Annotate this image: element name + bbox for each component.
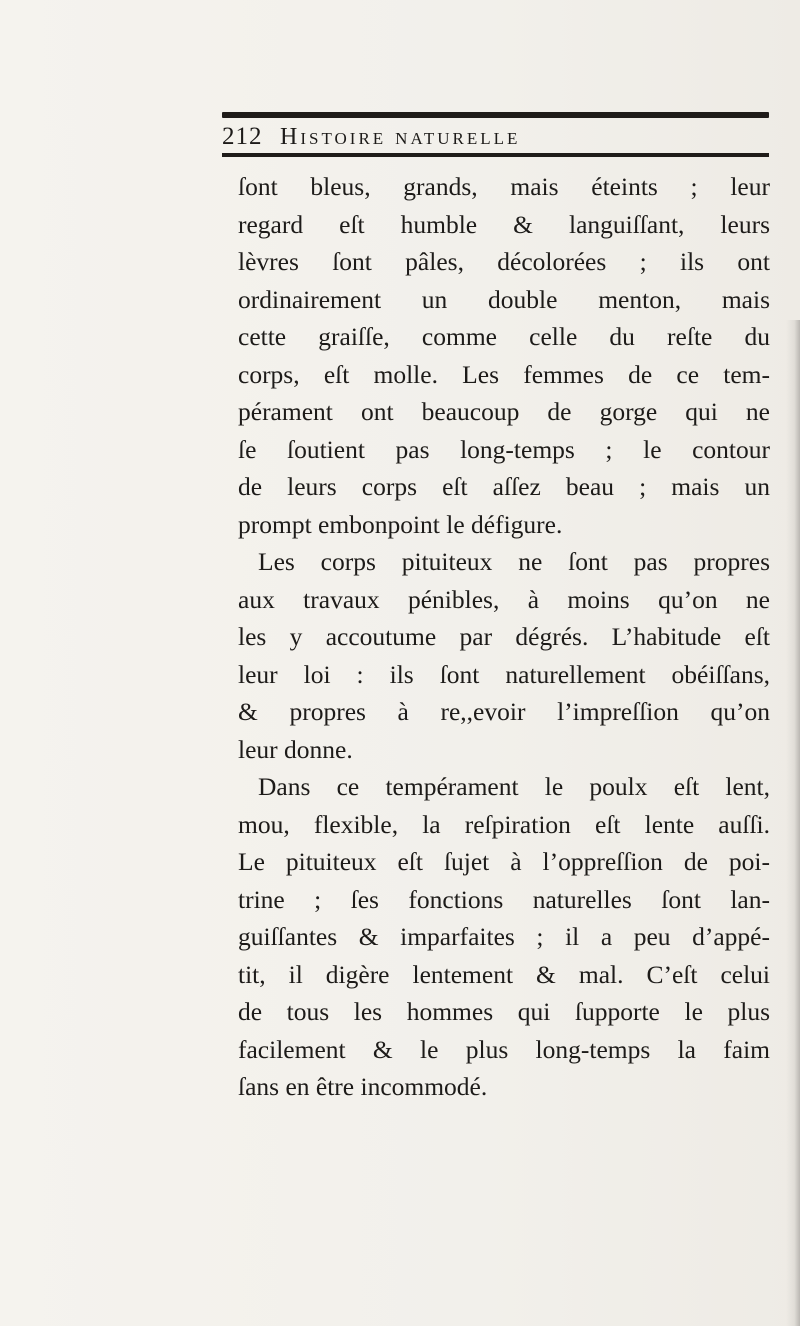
text-line: prompt embonpoint le défigure. [238, 509, 563, 539]
text-line: & propres à re,,evoir l’impreſſion qu’on [238, 697, 770, 726]
text-line: Les corps pituiteux ne ſont pas propres [258, 547, 770, 576]
text-line: pérament ont beaucoup de gorge qui ne [238, 397, 770, 426]
running-title: Histoire naturelle [280, 124, 521, 150]
text-line: de leurs corps eſt aſſez beau ; mais un [238, 472, 770, 501]
page-number: 212 [222, 123, 263, 150]
text-line: ſont bleus, grands, mais éteints ; leur [238, 172, 770, 201]
text-line: ſans en être incommodé. [238, 1072, 488, 1101]
text-line: Dans ce tempérament le poulx eſt lent, [258, 772, 770, 801]
text-line: corps, eſt molle. Les femmes de ce tem- [238, 359, 770, 389]
page-header [222, 122, 769, 152]
text-line: mou, flexible, la reſpiration eſt lente auſſi. [238, 809, 770, 839]
header-rule-top [222, 112, 769, 118]
text-line: facilement & le plus long-temps la faim [238, 1034, 770, 1064]
text-line: ordinairement un double menton, mais [238, 284, 770, 314]
text-line: regard eſt humble & languiſſant, leurs [238, 209, 770, 239]
text-line: les y accoutume par dégrés. L’habitude eſt [238, 622, 770, 651]
text-line: de tous les hommes qui ſupporte le plus [238, 997, 770, 1026]
text-line: aux travaux pénibles, à moins qu’on ne [238, 584, 770, 614]
text-line: leur loi : ils ſont naturellement obéiſſans, [238, 659, 770, 689]
text-line: Le pituiteux eſt ſujet à l’oppreſſion de poi- [238, 847, 770, 876]
text-line: leur donne. [238, 734, 353, 764]
text-line: tit, il digère lentement & mal. C’eſt celui [238, 959, 770, 989]
text-line: ſe ſoutient pas long-temps ; le contour [238, 434, 770, 464]
text-line: cette graiſſe, comme celle du reſte du [238, 322, 770, 351]
text-line: guiſſantes & imparfaites ; il a peu d’appé- [238, 922, 770, 951]
text-line: trine ; ſes fonctions naturelles ſont lan- [238, 884, 770, 914]
page-edge-shadow [786, 320, 800, 1326]
header-rule-bottom [222, 153, 769, 157]
text-line: lèvres ſont pâles, décolorées ; ils ont [238, 247, 770, 276]
body-text [238, 168, 770, 1106]
